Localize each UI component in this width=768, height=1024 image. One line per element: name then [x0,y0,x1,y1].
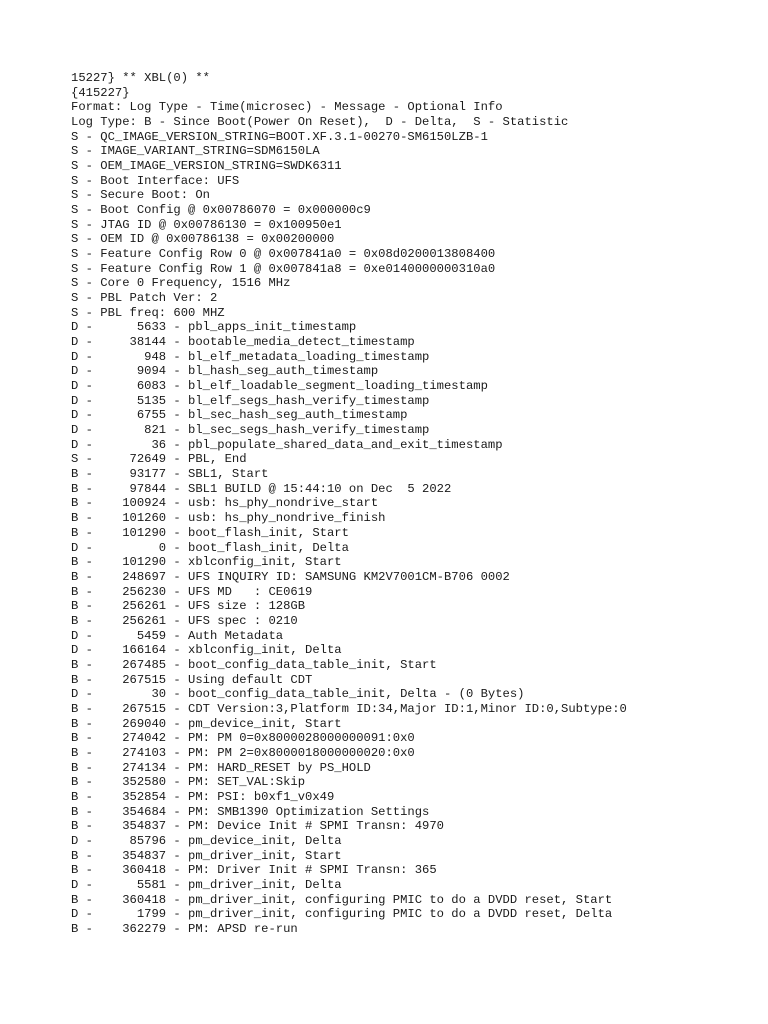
log-line: S - Feature Config Row 0 @ 0x007841a0 = 0x08d0200013808400 [71,247,496,262]
log-line: S - Secure Boot: On [71,188,210,203]
log-line: D - 1799 - pm_driver_init, configuring PMIC to do a DVDD reset, Delta [71,907,613,922]
log-line: B - 97844 - SBL1 BUILD @ 15:44:10 on Dec 5 2022 [71,481,452,496]
log-line: D - 36 - pbl_populate_shared_data_and_exit_timestamp [71,437,503,452]
log-line: S - Boot Config @ 0x00786070 = 0x000000c9 [71,203,371,218]
log-line: D - 5581 - pm_driver_init, Delta [71,877,342,892]
log-line: S - PBL freq: 600 MHZ [71,305,225,320]
log-line: B - 362279 - PM: APSD re-run [71,921,298,936]
log-line: S - Feature Config Row 1 @ 0x007841a8 = 0xe0140000000310a0 [71,261,496,276]
log-line: Format: Log Type - Time(microsec) - Message - Optional Info [71,100,503,115]
log-line: Log Type: B - Since Boot(Power On Reset), D - Delta, S - Statistic [71,115,569,130]
log-line: D - 30 - boot_config_data_table_init, Delta - (0 Bytes) [71,687,525,702]
log-line: D - 85796 - pm_device_init, Delta [71,833,342,848]
log-line: B - 256261 - UFS spec : 0210 [71,613,298,628]
log-line: B - 248697 - UFS INQUIRY ID: SAMSUNG KM2V7001CM-B706 0002 [71,569,510,584]
log-line: D - 0 - boot_flash_init, Delta [71,540,349,555]
log-line: D - 6755 - bl_sec_hash_seg_auth_timestamp [71,408,408,423]
log-line: B - 267485 - boot_config_data_table_init, Start [71,657,437,672]
log-line: B - 93177 - SBL1, Start [71,467,269,482]
log-line: B - 360418 - pm_driver_init, configuring PMIC to do a DVDD reset, Start [71,892,613,907]
boot-log-text [71,71,627,937]
log-line: D - 5633 - pbl_apps_init_timestamp [71,320,357,335]
log-line: S - Core 0 Frequency, 1516 MHz [71,276,291,291]
log-line: B - 269040 - pm_device_init, Start [71,716,342,731]
log-line: B - 274042 - PM: PM 0=0x8000028000000091:0x0 [71,731,415,746]
log-line: D - 948 - bl_elf_metadata_loading_timestamp [71,349,430,364]
log-line: D - 38144 - bootable_media_detect_timestamp [71,335,415,350]
log-line: B - 354837 - PM: Device Init # SPMI Transn: 4970 [71,819,444,834]
log-line: B - 267515 - Using default CDT [71,672,313,687]
log-line: B - 101290 - xblconfig_init, Start [71,555,342,570]
log-line: D - 821 - bl_sec_segs_hash_verify_timestamp [71,423,430,438]
log-line: S - IMAGE_VARIANT_STRING=SDM6150LA [71,144,320,159]
log-line: 15227} ** XBL(0) ** [71,71,210,85]
log-line: B - 100924 - usb: hs_phy_nondrive_start [71,496,379,511]
log-line: S - QC_IMAGE_VERSION_STRING=BOOT.XF.3.1-00270-SM6150LZB-1 [71,129,488,144]
log-line: D - 9094 - bl_hash_seg_auth_timestamp [71,364,379,379]
log-line: B - 352580 - PM: SET_VAL:Skip [71,775,306,790]
log-line: B - 360418 - PM: Driver Init # SPMI Transn: 365 [71,863,437,878]
log-line: B - 274134 - PM: HARD_RESET by PS_HOLD [71,760,371,775]
log-line: S - JTAG ID @ 0x00786130 = 0x100950e1 [71,217,342,232]
log-line: D - 5135 - bl_elf_segs_hash_verify_timestamp [71,393,430,408]
log-line: B - 354684 - PM: SMB1390 Optimization Settings [71,804,430,819]
log-line: B - 101290 - boot_flash_init, Start [71,525,349,540]
log-line: {415227} [71,85,130,100]
log-line: S - Boot Interface: UFS [71,173,240,188]
log-line: B - 267515 - CDT Version:3,Platform ID:34,Major ID:1,Minor ID:0,Subtype:0 [71,701,627,716]
log-line: S - OEM_IMAGE_VERSION_STRING=SWDK6311 [71,159,342,174]
log-line: B - 354837 - pm_driver_init, Start [71,848,342,863]
log-line: B - 256261 - UFS size : 128GB [71,599,306,614]
log-line: S - 72649 - PBL, End [71,452,247,467]
log-line: B - 101260 - usb: hs_phy_nondrive_finish [71,511,386,526]
log-line: B - 352854 - PM: PSI: b0xf1_v0x49 [71,789,335,804]
log-line: B - 274103 - PM: PM 2=0x8000018000000020:0x0 [71,745,415,760]
log-line: S - OEM ID @ 0x00786138 = 0x00200000 [71,232,335,247]
log-line: D - 166164 - xblconfig_init, Delta [71,643,342,658]
log-line: D - 6083 - bl_elf_loadable_segment_loading_timestamp [71,379,488,394]
log-line: B - 256230 - UFS MD : CE0619 [71,584,313,599]
log-line: D - 5459 - Auth Metadata [71,628,284,643]
log-line: S - PBL Patch Ver: 2 [71,291,218,306]
